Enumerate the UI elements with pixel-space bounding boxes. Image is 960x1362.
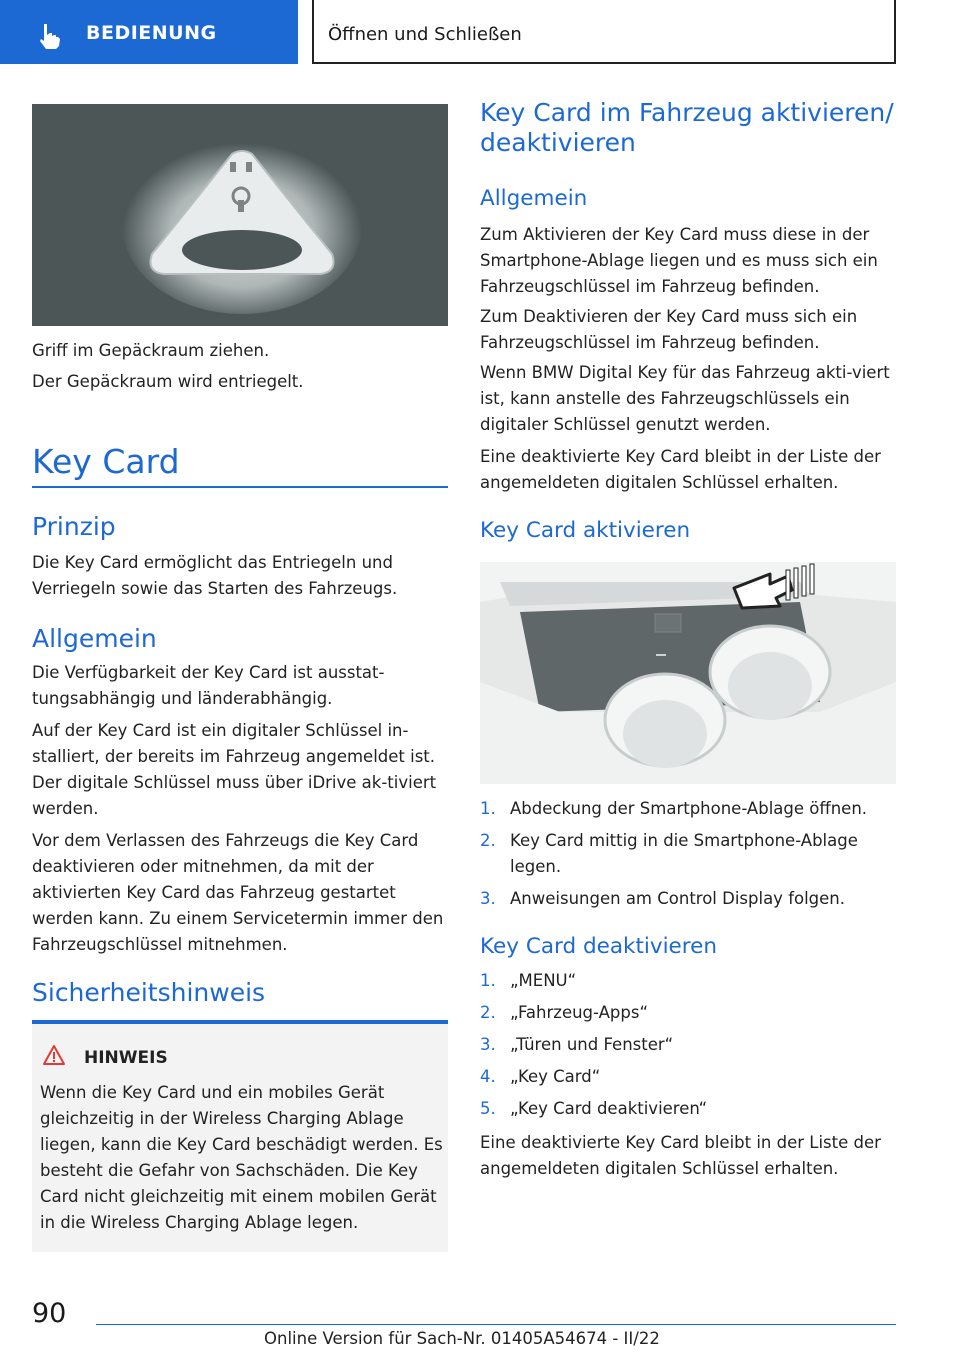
- step-number: 4.: [480, 1067, 496, 1086]
- subsection-title: Prinzip: [32, 512, 116, 541]
- list-item: [480, 828, 900, 880]
- step-text: Anweisungen am Control Display folgen.: [510, 889, 846, 908]
- step-number: 2.: [480, 831, 496, 850]
- image-caption: Der Gepäckraum wird entriegelt.: [32, 372, 304, 391]
- list-item: [480, 1000, 900, 1026]
- paragraph: Die Verfügbarkeit der Key Card ist ausstat-tungsabhängig und länderabhängig.: [32, 663, 385, 708]
- paragraph: Auf der Key Card ist ein digitaler Schlüssel in-stalliert, der bereits im Fahrzeug angemeldet ist. Der digitale Schlüssel muss über iDrive ak-tiviert werden.: [32, 721, 437, 818]
- section-tab[interactable]: [0, 0, 298, 64]
- subsection-title: Key Card deaktivieren: [480, 934, 717, 959]
- step-text: „Key Card“: [510, 1067, 601, 1086]
- page-number: 90: [32, 1298, 67, 1329]
- deaktivieren-steps: [480, 968, 900, 1122]
- step-text: „Türen und Fenster“: [510, 1035, 674, 1054]
- footer-divider: [96, 1324, 896, 1325]
- image-caption: Griff im Gepäckraum ziehen.: [32, 341, 270, 360]
- warning-text: Wenn die Key Card und ein mobiles Gerät gleichzeitig in der Wireless Charging Ablage liegen, kann die Key Card beschädigt werden. Es besteht die Gefahr von Sachschäden. Die Key Card nicht gleichzeitig mit einem mobilen Gerät in die Wireless Charging Ablage legen.: [40, 1083, 443, 1232]
- paragraph: Eine deaktivierte Key Card bleibt in der Liste der angemeldeten digitalen Schlüssel erhalten.: [480, 447, 881, 492]
- step-number: 1.: [480, 971, 496, 990]
- trunk-handle-image: [32, 104, 448, 326]
- step-number: 3.: [480, 1035, 496, 1054]
- list-item: [480, 886, 900, 912]
- step-text: Key Card mittig in die Smartphone-Ablage legen.: [510, 831, 858, 876]
- paragraph: Wenn BMW Digital Key für das Fahrzeug akti-viert ist, kann anstelle des Fahrzeugschlüssels ein digitaler Schlüssel genutzt werden.: [480, 363, 890, 434]
- list-item: [480, 796, 900, 822]
- paragraph: Eine deaktivierte Key Card bleibt in der Liste der angemeldeten digitalen Schlüssel erhalten.: [480, 1133, 881, 1178]
- subsection-title: Key Card aktivieren: [480, 518, 691, 543]
- paragraph: Die Key Card ermöglicht das Entriegeln und Verriegeln sowie das Starten des Fahrzeugs.: [32, 553, 398, 598]
- chapter-title: Öffnen und Schließen: [328, 24, 522, 45]
- paragraph: Zum Aktivieren der Key Card muss diese in der Smartphone-Ablage liegen und es muss sich ein Fahrzeugschlüssel im Fahrzeug befinden.: [480, 225, 878, 296]
- step-text: „Key Card deaktivieren“: [510, 1099, 708, 1118]
- smartphone-tray-image: [480, 562, 896, 784]
- list-item: [480, 968, 900, 994]
- chapter-header: [312, 0, 896, 64]
- step-number: 1.: [480, 799, 496, 818]
- step-number: 3.: [480, 889, 496, 908]
- hand-pointer-icon: [34, 22, 64, 50]
- list-item: [480, 1096, 900, 1122]
- step-number: 2.: [480, 1003, 496, 1022]
- step-text: „MENU“: [510, 971, 577, 990]
- step-text: „Fahrzeug-Apps“: [510, 1003, 649, 1022]
- subsection-title: Allgemein: [32, 624, 157, 653]
- warning-triangle-icon: [42, 1044, 66, 1066]
- section-title: Key Card: [32, 442, 180, 481]
- subsection-title: Allgemein: [480, 186, 588, 211]
- paragraph: Vor dem Verlassen des Fahrzeugs die Key Card deaktivieren oder mitnehmen, da mit der aktivierten Key Card das Fahrzeug gestartet werden kann. Zu einem Servicetermin immer den Fahrzeugschlüssel mitnehmen.: [32, 831, 444, 954]
- section-title: Key Card im Fahrzeug aktivieren/ deaktivieren: [480, 98, 894, 157]
- section-label: BEDIENUNG: [86, 22, 217, 44]
- list-item: [480, 1032, 900, 1058]
- warning-label: HINWEIS: [84, 1048, 168, 1068]
- aktivieren-steps: [480, 796, 900, 912]
- footer-version: Online Version für Sach-Nr. 01405A54674 - II/22: [264, 1329, 660, 1348]
- subsection-title: Sicherheitshinweis: [32, 978, 266, 1007]
- step-number: 5.: [480, 1099, 496, 1118]
- section-divider: [32, 486, 448, 488]
- paragraph: Zum Deaktivieren der Key Card muss sich ein Fahrzeugschlüssel im Fahrzeug befinden.: [480, 307, 858, 352]
- step-text: Abdeckung der Smartphone-Ablage öffnen.: [510, 799, 868, 818]
- list-item: [480, 1064, 900, 1090]
